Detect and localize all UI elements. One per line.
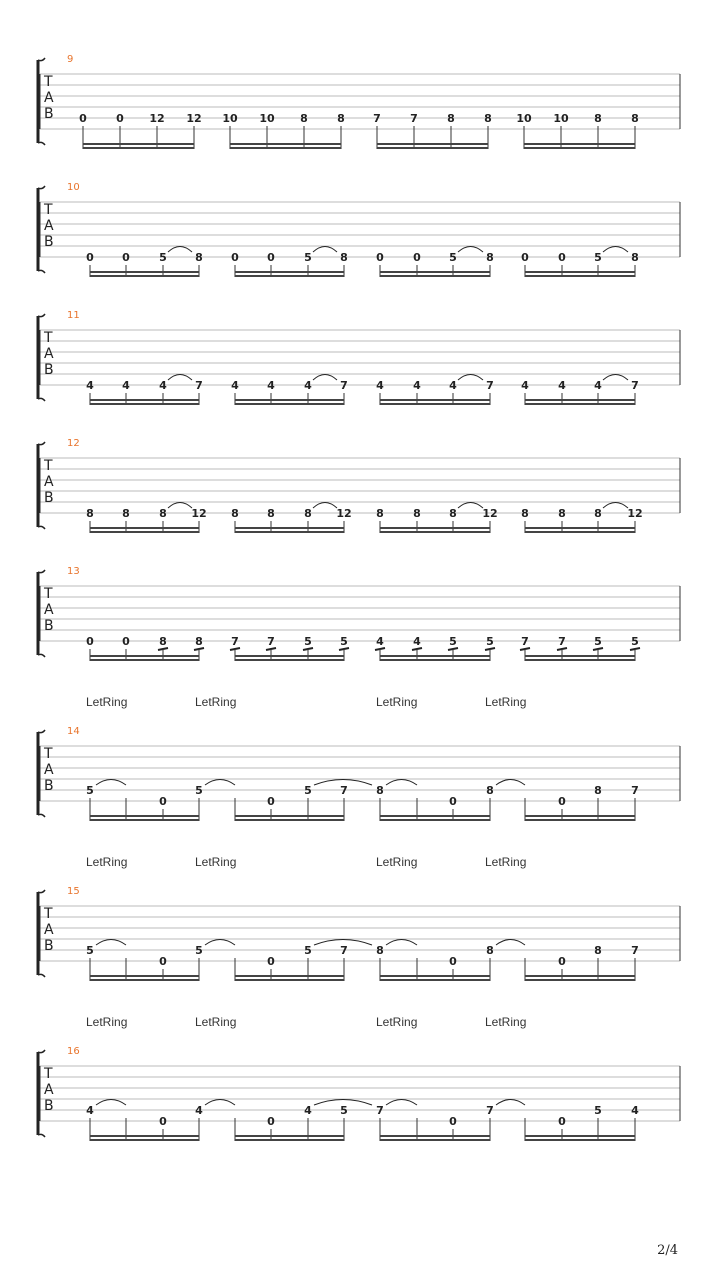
fret-number: 0 — [449, 955, 457, 968]
beam-primary — [90, 275, 199, 277]
bracket-top-hook — [38, 890, 45, 893]
beam-secondary — [525, 815, 635, 817]
fret-number: 8 — [631, 112, 639, 125]
tab-letter-t: T — [44, 458, 53, 474]
letring-annotation: LetRing — [376, 1015, 418, 1029]
beam-primary — [235, 1139, 344, 1141]
beam-primary — [90, 531, 199, 533]
bracket-bottom-hook — [38, 974, 45, 977]
fret-number: 8 — [304, 507, 312, 520]
beam-secondary — [83, 143, 194, 145]
letring-annotation: LetRing — [195, 1015, 237, 1029]
fret-number: 8 — [376, 944, 384, 957]
fret-number: 12 — [149, 112, 165, 125]
measure-number: 14 — [67, 726, 80, 737]
tie-arc — [205, 940, 235, 946]
tie-arc — [313, 503, 337, 509]
fret-number: 5 — [340, 635, 348, 648]
beam-primary — [83, 147, 194, 149]
fret-number: 0 — [79, 112, 87, 125]
fret-number: 8 — [86, 507, 94, 520]
beam-primary — [380, 403, 490, 405]
beam-secondary — [235, 975, 344, 977]
beam-secondary — [525, 975, 635, 977]
fret-number: 7 — [410, 112, 418, 125]
tie-arc — [205, 780, 235, 786]
bracket-bottom-hook — [38, 814, 45, 817]
fret-number: 0 — [449, 1115, 457, 1128]
tie-arc — [313, 375, 337, 381]
fret-number: 5 — [304, 944, 312, 957]
fret-number: 4 — [521, 379, 529, 392]
beam-primary — [525, 531, 635, 533]
fret-number: 4 — [159, 379, 167, 392]
beam-secondary — [90, 815, 199, 817]
fret-number: 10 — [516, 112, 532, 125]
fret-number: 8 — [413, 507, 421, 520]
fret-number: 8 — [231, 507, 239, 520]
beam-primary — [380, 1139, 490, 1141]
measure-number: 16 — [67, 1046, 80, 1057]
fret-number: 12 — [186, 112, 202, 125]
fret-number: 8 — [449, 507, 457, 520]
beam-secondary — [90, 271, 199, 273]
fret-number: 0 — [449, 795, 457, 808]
tie-arc — [168, 503, 192, 509]
fret-number: 4 — [413, 635, 421, 648]
tab-letter-b: B — [44, 490, 54, 506]
fret-number: 12 — [191, 507, 207, 520]
fret-number: 4 — [86, 1104, 94, 1117]
letring-annotation: LetRing — [485, 1015, 527, 1029]
tab-letter-b: B — [44, 938, 54, 954]
beam-secondary — [380, 815, 490, 817]
tie-arc — [168, 375, 192, 381]
tab-letter-t: T — [44, 330, 53, 346]
fret-number: 8 — [376, 507, 384, 520]
tab-letter-t: T — [44, 906, 53, 922]
tie-arc — [313, 247, 337, 253]
fret-number: 4 — [195, 1104, 203, 1117]
fret-number: 0 — [267, 1115, 275, 1128]
beam-secondary — [90, 527, 199, 529]
fret-number: 7 — [373, 112, 381, 125]
bracket-top-hook — [38, 314, 45, 317]
letring-annotation: LetRing — [86, 1015, 128, 1029]
fret-number: 8 — [447, 112, 455, 125]
beam-primary — [235, 979, 344, 981]
measure-number: 15 — [67, 886, 80, 897]
tab-system-10 — [38, 182, 680, 277]
letring-annotation: LetRing — [376, 855, 418, 869]
beam-primary — [230, 147, 341, 149]
beam-secondary — [377, 143, 488, 145]
fret-number: 0 — [122, 251, 130, 264]
beam-secondary — [525, 655, 635, 657]
beam-secondary — [380, 271, 490, 273]
fret-number: 8 — [594, 112, 602, 125]
tab-letter-t: T — [44, 74, 53, 90]
beam-primary — [380, 979, 490, 981]
tab-letter-t: T — [44, 202, 53, 218]
fret-number: 5 — [594, 635, 602, 648]
beam-secondary — [525, 271, 635, 273]
fret-number: 7 — [631, 944, 639, 957]
fret-number: 8 — [376, 784, 384, 797]
fret-number: 5 — [304, 635, 312, 648]
fret-number: 5 — [159, 251, 167, 264]
fret-number: 5 — [594, 1104, 602, 1117]
fret-number: 8 — [195, 635, 203, 648]
fret-number: 4 — [267, 379, 275, 392]
fret-number: 8 — [486, 251, 494, 264]
beam-secondary — [90, 975, 199, 977]
fret-number: 8 — [484, 112, 492, 125]
fret-number: 0 — [86, 635, 94, 648]
fret-number: 8 — [337, 112, 345, 125]
fret-number: 8 — [558, 507, 566, 520]
beam-primary — [380, 819, 490, 821]
fret-number: 5 — [195, 944, 203, 957]
fret-number: 0 — [376, 251, 384, 264]
fret-number: 8 — [594, 944, 602, 957]
beam-primary — [525, 819, 635, 821]
beam-secondary — [524, 143, 635, 145]
beam-primary — [90, 403, 199, 405]
fret-number: 0 — [116, 112, 124, 125]
fret-number: 8 — [122, 507, 130, 520]
fret-number: 5 — [304, 251, 312, 264]
letring-annotation: LetRing — [485, 855, 527, 869]
beam-primary — [235, 531, 344, 533]
fret-number: 0 — [558, 955, 566, 968]
beam-primary — [90, 659, 199, 661]
fret-number: 4 — [122, 379, 130, 392]
fret-number: 4 — [594, 379, 602, 392]
measure-number: 13 — [67, 566, 80, 577]
fret-number: 4 — [304, 379, 312, 392]
fret-number: 4 — [413, 379, 421, 392]
beam-primary — [235, 659, 344, 661]
beam-secondary — [90, 399, 199, 401]
fret-number: 5 — [486, 635, 494, 648]
beam-secondary — [235, 399, 344, 401]
beam-primary — [525, 403, 635, 405]
fret-number: 7 — [340, 944, 348, 957]
beam-primary — [380, 275, 490, 277]
letring-annotation: LetRing — [195, 855, 237, 869]
fret-number: 7 — [486, 1104, 494, 1117]
tie-arc — [386, 780, 417, 786]
fret-number: 5 — [340, 1104, 348, 1117]
fret-number: 5 — [195, 784, 203, 797]
bracket-bottom-hook — [38, 526, 45, 529]
fret-number: 8 — [159, 507, 167, 520]
letring-annotation: LetRing — [485, 695, 527, 709]
fret-number: 0 — [267, 795, 275, 808]
fret-number: 7 — [195, 379, 203, 392]
beam-secondary — [235, 655, 344, 657]
fret-number: 7 — [340, 379, 348, 392]
fret-number: 0 — [413, 251, 421, 264]
tab-letter-a: A — [44, 474, 54, 490]
beam-secondary — [235, 271, 344, 273]
bracket-top-hook — [38, 1050, 45, 1053]
beam-primary — [90, 819, 199, 821]
bracket-top-hook — [38, 58, 45, 61]
beam-primary — [525, 979, 635, 981]
tab-letter-t: T — [44, 1066, 53, 1082]
tab-system-13 — [38, 566, 680, 661]
fret-number: 0 — [159, 795, 167, 808]
beam-secondary — [90, 1135, 199, 1137]
beam-primary — [380, 659, 490, 661]
tab-letter-a: A — [44, 218, 54, 234]
beam-secondary — [235, 527, 344, 529]
fret-number: 10 — [259, 112, 275, 125]
fret-number: 12 — [627, 507, 643, 520]
fret-number: 0 — [159, 1115, 167, 1128]
beam-primary — [90, 979, 199, 981]
fret-number: 12 — [336, 507, 352, 520]
fret-number: 0 — [159, 955, 167, 968]
tab-letter-b: B — [44, 362, 54, 378]
tie-arc — [96, 780, 126, 786]
tie-arc — [458, 503, 483, 509]
fret-number: 4 — [231, 379, 239, 392]
fret-number: 7 — [340, 784, 348, 797]
fret-number: 7 — [231, 635, 239, 648]
fret-number: 8 — [486, 784, 494, 797]
fret-number: 5 — [449, 635, 457, 648]
fret-number: 4 — [304, 1104, 312, 1117]
tab-letter-a: A — [44, 602, 54, 618]
beam-secondary — [525, 1135, 635, 1137]
beam-secondary — [235, 815, 344, 817]
letring-annotation: LetRing — [195, 695, 237, 709]
beam-primary — [525, 275, 635, 277]
tie-arc — [496, 940, 525, 946]
tie-arc — [458, 375, 483, 381]
fret-number: 7 — [558, 635, 566, 648]
fret-number: 4 — [631, 1104, 639, 1117]
tab-letter-a: A — [44, 1082, 54, 1098]
fret-number: 10 — [553, 112, 569, 125]
fret-number: 10 — [222, 112, 238, 125]
beam-secondary — [525, 527, 635, 529]
measure-number: 10 — [67, 182, 80, 193]
tab-letter-b: B — [44, 618, 54, 634]
tie-arc — [458, 247, 483, 253]
fret-number: 5 — [449, 251, 457, 264]
tie-arc — [496, 1100, 525, 1106]
beam-secondary — [380, 1135, 490, 1137]
fret-number: 0 — [558, 1115, 566, 1128]
beam-secondary — [380, 527, 490, 529]
fret-number: 0 — [558, 795, 566, 808]
bracket-bottom-hook — [38, 270, 45, 273]
bracket-bottom-hook — [38, 654, 45, 657]
bracket-top-hook — [38, 570, 45, 573]
measure-number: 11 — [67, 310, 80, 321]
fret-number: 4 — [376, 635, 384, 648]
bracket-top-hook — [38, 442, 45, 445]
beam-secondary — [380, 655, 490, 657]
tab-system-14 — [38, 695, 680, 821]
tab-system-12 — [38, 438, 680, 533]
fret-number: 8 — [631, 251, 639, 264]
fret-number: 7 — [267, 635, 275, 648]
tab-letter-b: B — [44, 106, 54, 122]
tie-arc — [96, 940, 126, 946]
fret-number: 0 — [267, 955, 275, 968]
bracket-top-hook — [38, 186, 45, 189]
page-number: 2/4 — [657, 1243, 678, 1258]
fret-number: 12 — [482, 507, 498, 520]
tie-arc — [386, 940, 417, 946]
fret-number: 8 — [486, 944, 494, 957]
bracket-bottom-hook — [38, 398, 45, 401]
fret-number: 0 — [267, 251, 275, 264]
fret-number: 8 — [267, 507, 275, 520]
tab-system-16 — [38, 1015, 680, 1141]
fret-number: 7 — [631, 784, 639, 797]
bracket-bottom-hook — [38, 1134, 45, 1137]
beam-primary — [525, 1139, 635, 1141]
fret-number: 8 — [594, 784, 602, 797]
bracket-bottom-hook — [38, 142, 45, 145]
tab-system-9 — [38, 54, 680, 149]
tab-letter-a: A — [44, 346, 54, 362]
fret-number: 0 — [122, 635, 130, 648]
tab-letter-b: B — [44, 234, 54, 250]
tie-arc — [386, 1100, 417, 1106]
tie-arc — [96, 1100, 126, 1106]
tie-arc — [205, 1100, 235, 1106]
fret-number: 5 — [86, 944, 94, 957]
fret-number: 8 — [340, 251, 348, 264]
fret-number: 8 — [195, 251, 203, 264]
fret-number: 0 — [558, 251, 566, 264]
fret-number: 7 — [521, 635, 529, 648]
fret-number: 8 — [300, 112, 308, 125]
bracket-top-hook — [38, 730, 45, 733]
fret-number: 8 — [521, 507, 529, 520]
letring-annotation: LetRing — [86, 695, 128, 709]
beam-primary — [377, 147, 488, 149]
fret-number: 5 — [304, 784, 312, 797]
beam-secondary — [380, 399, 490, 401]
fret-number: 4 — [86, 379, 94, 392]
beam-secondary — [525, 399, 635, 401]
tab-letter-a: A — [44, 762, 54, 778]
tab-letter-t: T — [44, 586, 53, 602]
letring-annotation: LetRing — [376, 695, 418, 709]
measure-number: 9 — [67, 54, 74, 65]
beam-primary — [235, 403, 344, 405]
fret-number: 8 — [594, 507, 602, 520]
beam-primary — [524, 147, 635, 149]
beam-primary — [235, 819, 344, 821]
fret-number: 0 — [521, 251, 529, 264]
beam-primary — [525, 659, 635, 661]
beam-primary — [380, 531, 490, 533]
fret-number: 0 — [231, 251, 239, 264]
tie-arc — [603, 247, 628, 253]
fret-number: 7 — [631, 379, 639, 392]
tie-arc — [168, 247, 192, 253]
tie-arc — [496, 780, 525, 786]
beam-primary — [90, 1139, 199, 1141]
fret-number: 7 — [486, 379, 494, 392]
tab-letter-b: B — [44, 778, 54, 794]
fret-number: 7 — [376, 1104, 384, 1117]
tab-letter-a: A — [44, 90, 54, 106]
fret-number: 5 — [594, 251, 602, 264]
fret-number: 5 — [631, 635, 639, 648]
fret-number: 4 — [376, 379, 384, 392]
beam-secondary — [380, 975, 490, 977]
tab-system-15 — [38, 855, 680, 981]
fret-number: 0 — [86, 251, 94, 264]
fret-number: 4 — [558, 379, 566, 392]
tab-letter-b: B — [44, 1098, 54, 1114]
tab-letter-t: T — [44, 746, 53, 762]
beam-secondary — [235, 1135, 344, 1137]
beam-primary — [235, 275, 344, 277]
fret-number: 4 — [449, 379, 457, 392]
letring-annotation: LetRing — [86, 855, 128, 869]
tie-arc — [603, 375, 628, 381]
fret-number: 8 — [159, 635, 167, 648]
measure-number: 12 — [67, 438, 80, 449]
fret-number: 5 — [86, 784, 94, 797]
tie-arc — [603, 503, 628, 509]
tab-letter-a: A — [44, 922, 54, 938]
beam-secondary — [90, 655, 199, 657]
beam-secondary — [230, 143, 341, 145]
tab-system-11 — [38, 310, 680, 405]
